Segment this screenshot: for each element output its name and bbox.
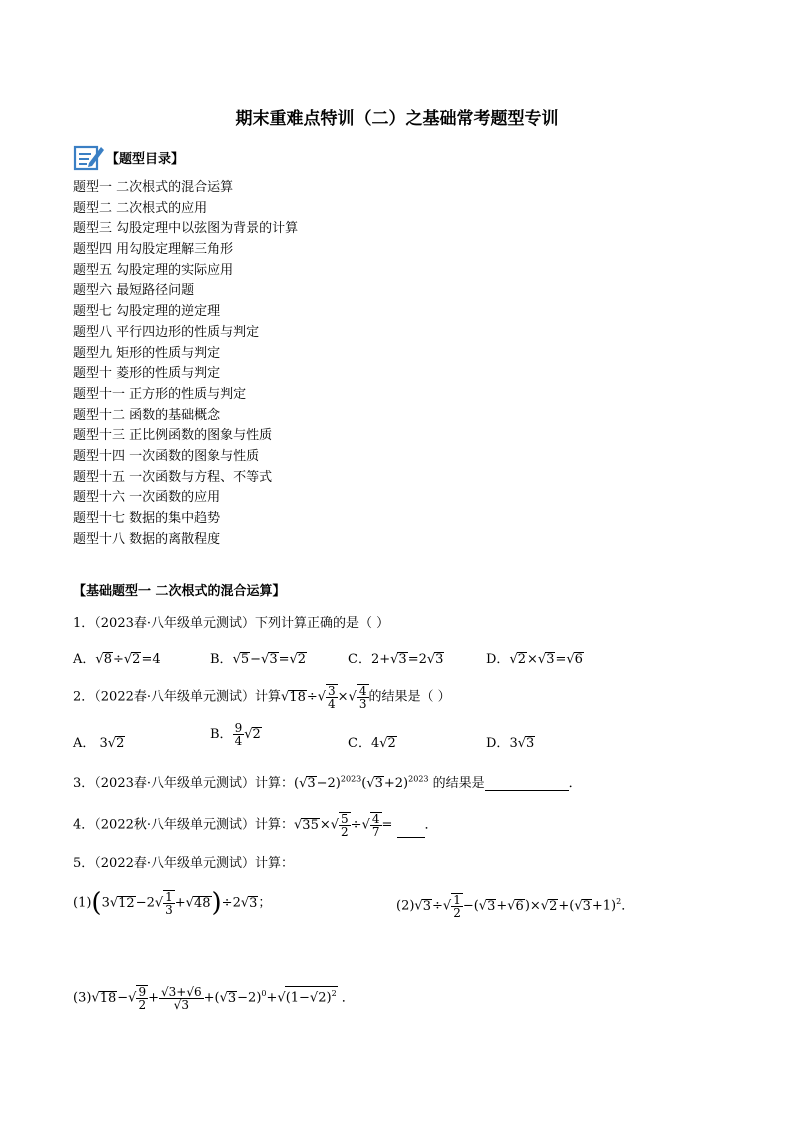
toc-item: 题型十四 一次函数的图象与性质 bbox=[73, 448, 260, 464]
question-2: 2．（2022春·八年级单元测试）计算√18÷√ $\frac{3}{4}$ ×√ $\frac{4}{3}$ 的结果是（ ） bbox=[73, 684, 451, 711]
q2-option-b: B． $\frac{9}{4}$ √2 bbox=[210, 721, 261, 748]
toc-item: 题型十一 正方形的性质与判定 bbox=[73, 386, 247, 402]
q5-part-3: (3)√18−√ $\frac{9}{2}$ + $\frac{√3+√6}{√3}$ $+(√3-2)^0+√(1-√2)^2$ ． bbox=[73, 984, 355, 1012]
toc-header: 【题型目录】 bbox=[106, 152, 185, 167]
q5-part-1: (1)(3√12−2√ $\frac{1}{3}$ +√48)÷2√3； bbox=[73, 888, 272, 918]
toc-item: 题型十二 函数的基础概念 bbox=[73, 407, 221, 423]
notepad-icon bbox=[73, 143, 105, 171]
toc-item: 题型四 用勾股定理解三角形 bbox=[73, 242, 234, 258]
section-header: 【基础题型一 二次根式的混合运算】 bbox=[73, 584, 286, 599]
q5-part-2: (2)√3÷√ $\frac{1}{2}$ $-(√3+√6)\times√2+(√3+1)^2$． bbox=[396, 893, 635, 920]
toc-item: 题型八 平行四边形的性质与判定 bbox=[73, 324, 260, 340]
toc-item: 题型十六 一次函数的应用 bbox=[73, 490, 221, 506]
toc-item: 题型十八 数据的离散程度 bbox=[73, 531, 221, 547]
toc-item: 题型十七 数据的集中趋势 bbox=[73, 511, 221, 526]
toc-list bbox=[73, 178, 298, 550]
page-title: 期末重难点特训（二）之基础常考题型专训 bbox=[235, 109, 559, 129]
q1-option-c: C．2+√3=2√3 bbox=[348, 652, 444, 667]
toc-item: 题型十 菱形的性质与判定 bbox=[73, 366, 221, 382]
question-4: 4．（2022秋·八年级单元测试）计算：√35×√ $\frac{5}{2}$ ÷√ $\frac{4}{7}$ = ． bbox=[73, 812, 438, 839]
toc-item: 题型三 勾股定理中以弦图为背景的计算 bbox=[73, 221, 299, 237]
question-5: 5．（2022春·八年级单元测试）计算： bbox=[73, 856, 294, 871]
toc-item: 题型十五 一次函数与方程、不等式 bbox=[73, 469, 273, 485]
q1-option-d: D．√2×√3=√6 bbox=[486, 652, 583, 667]
toc-item: 题型二 二次根式的应用 bbox=[73, 200, 208, 216]
question-1: 1．（2023春·八年级单元测试）下列计算正确的是（ ） bbox=[73, 616, 390, 631]
toc-item: 题型七 勾股定理的逆定理 bbox=[73, 304, 221, 320]
toc-item: 题型五 勾股定理的实际应用 bbox=[73, 262, 234, 278]
q1-option-b: B．√5−√3=√2 bbox=[210, 652, 307, 667]
question-3: 3．（2023春·八年级单元测试）计算：$(√3-2)^{2023}(√3+2)^{2023}$ 的结果是 ． bbox=[73, 774, 582, 791]
q2-option-c: C．4√2 bbox=[348, 736, 396, 751]
q2-option-d: D．3√3 bbox=[486, 736, 535, 751]
toc-item: 题型九 矩形的性质与判定 bbox=[73, 345, 221, 361]
toc-item: 题型一 二次根式的混合运算 bbox=[73, 180, 234, 195]
toc-item: 题型十三 正比例函数的图象与性质 bbox=[73, 428, 273, 444]
q2-option-a: A． 3√2 bbox=[73, 736, 125, 751]
q1-option-a: A．√8÷√2=4 bbox=[73, 652, 161, 667]
toc-item: 题型六 最短路径问题 bbox=[73, 283, 195, 299]
